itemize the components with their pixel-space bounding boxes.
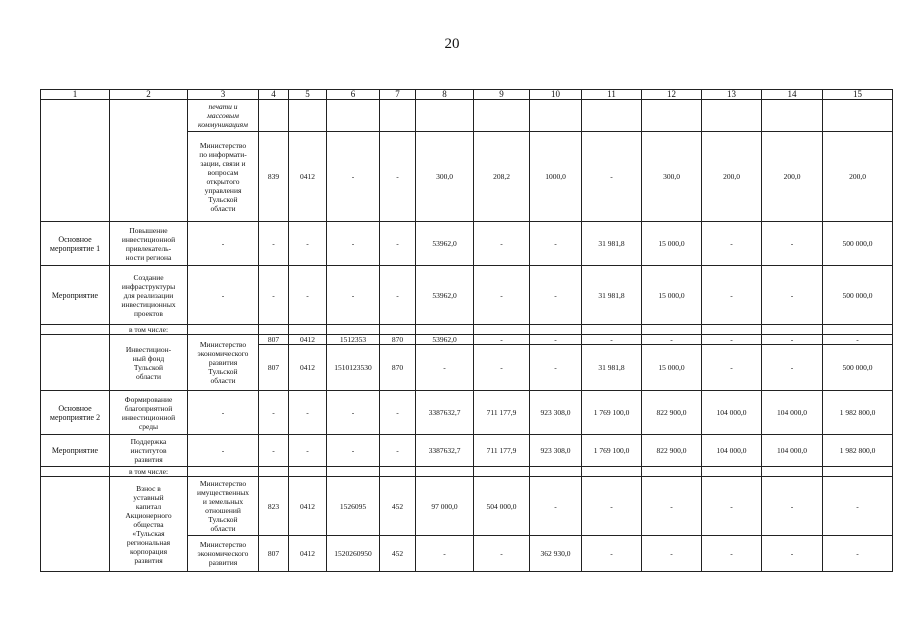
table-row: [41, 435, 893, 467]
value-cell: -: [259, 266, 289, 325]
table-cell: [327, 100, 380, 132]
header-row: [41, 90, 893, 100]
value-cell: -: [259, 222, 289, 266]
value-cell: -: [380, 435, 416, 467]
value-cell: 822 900,0: [642, 391, 702, 435]
table-cell: [474, 100, 530, 132]
table-cell: [380, 100, 416, 132]
value-cell: -: [474, 266, 530, 325]
value-cell: 504 000,0: [474, 477, 530, 536]
value-cell: 711 177,9: [474, 391, 530, 435]
value-cell: 200,0: [823, 132, 893, 222]
name-cell: Формирование благоприятной инвестиционной среды: [110, 391, 188, 435]
value-cell: 1512353: [327, 335, 380, 345]
value-cell: -: [762, 335, 823, 345]
value-cell: 1526095: [327, 477, 380, 536]
executor-cell: -: [188, 435, 259, 467]
table-cell: [702, 467, 762, 477]
value-cell: -: [702, 345, 762, 391]
table-cell: [823, 325, 893, 335]
table-cell: [110, 100, 188, 132]
value-cell: -: [416, 345, 474, 391]
value-cell: 870: [380, 335, 416, 345]
table-row: [41, 222, 893, 266]
value-cell: 822 900,0: [642, 435, 702, 467]
value-cell: -: [702, 222, 762, 266]
table-cell: [289, 325, 327, 335]
table-row: [41, 266, 893, 325]
table-cell: [642, 467, 702, 477]
value-cell: -: [327, 391, 380, 435]
status-cell: Мероприятие: [41, 266, 110, 325]
value-cell: -: [530, 345, 582, 391]
value-cell: 300,0: [642, 132, 702, 222]
executor-cell: печати и массовым коммуникациям: [188, 100, 259, 132]
table-cell: [289, 100, 327, 132]
value-cell: 53962,0: [416, 335, 474, 345]
value-cell: 807: [259, 335, 289, 345]
status-cell: Основное мероприятие 1: [41, 222, 110, 266]
value-cell: -: [762, 536, 823, 572]
value-cell: 104 000,0: [702, 435, 762, 467]
table-cell: [41, 132, 110, 222]
table-cell: [188, 325, 259, 335]
value-cell: 452: [380, 536, 416, 572]
value-cell: 53962,0: [416, 266, 474, 325]
value-cell: 1 769 100,0: [582, 435, 642, 467]
table-cell: [530, 467, 582, 477]
value-cell: 208,2: [474, 132, 530, 222]
value-cell: -: [474, 222, 530, 266]
value-cell: 807: [259, 536, 289, 572]
value-cell: 1 982 800,0: [823, 435, 893, 467]
value-cell: -: [530, 477, 582, 536]
table-cell: [259, 100, 289, 132]
table-cell: [642, 325, 702, 335]
value-cell: 839: [259, 132, 289, 222]
table-cell: [582, 100, 642, 132]
table-cell: [41, 325, 110, 335]
subtotal-label: в том числе:: [110, 467, 188, 477]
column-header: 12: [642, 90, 702, 100]
value-cell: -: [380, 266, 416, 325]
value-cell: -: [289, 266, 327, 325]
column-header: 7: [380, 90, 416, 100]
value-cell: -: [474, 335, 530, 345]
value-cell: -: [642, 536, 702, 572]
status-cell: Основное мероприятие 2: [41, 391, 110, 435]
value-cell: -: [762, 477, 823, 536]
table-cell: [259, 325, 289, 335]
name-cell: Поддержка институтов развития: [110, 435, 188, 467]
value-cell: 870: [380, 345, 416, 391]
executor-cell: Министерство экономического развития Тульской области: [188, 335, 259, 391]
value-cell: -: [642, 335, 702, 345]
value-cell: 300,0: [416, 132, 474, 222]
value-cell: -: [582, 132, 642, 222]
table-cell: [188, 467, 259, 477]
value-cell: 500 000,0: [823, 345, 893, 391]
executor-cell: -: [188, 266, 259, 325]
table-cell: [327, 467, 380, 477]
value-cell: 923 308,0: [530, 435, 582, 467]
table-cell: [582, 467, 642, 477]
status-cell: Мероприятие: [41, 435, 110, 467]
value-cell: -: [416, 536, 474, 572]
table-cell: [474, 325, 530, 335]
name-cell: Инвестицион- ный фонд Тульской области: [110, 335, 188, 391]
value-cell: 0412: [289, 335, 327, 345]
table-cell: [762, 467, 823, 477]
value-cell: -: [327, 266, 380, 325]
table-cell: [762, 325, 823, 335]
table-cell: [41, 467, 110, 477]
column-header: 8: [416, 90, 474, 100]
subtotal-label: в том числе:: [110, 325, 188, 335]
value-cell: 500 000,0: [823, 266, 893, 325]
value-cell: 362 930,0: [530, 536, 582, 572]
value-cell: 15 000,0: [642, 345, 702, 391]
value-cell: 104 000,0: [702, 391, 762, 435]
table-cell: [530, 325, 582, 335]
value-cell: 200,0: [762, 132, 823, 222]
table-cell: [474, 467, 530, 477]
value-cell: 104 000,0: [762, 391, 823, 435]
table-cell: [380, 467, 416, 477]
table-cell: [289, 467, 327, 477]
table-cell: [762, 100, 823, 132]
table-cell: [327, 325, 380, 335]
table-cell: [380, 325, 416, 335]
table-row: [41, 467, 893, 477]
value-cell: 0412: [289, 477, 327, 536]
name-cell: Повышение инвестиционной привлекатель- ности региона: [110, 222, 188, 266]
value-cell: -: [380, 222, 416, 266]
column-header: 11: [582, 90, 642, 100]
column-header: 3: [188, 90, 259, 100]
table-cell: [702, 325, 762, 335]
value-cell: -: [289, 435, 327, 467]
value-cell: 97 000,0: [416, 477, 474, 536]
value-cell: 31 981,8: [582, 266, 642, 325]
value-cell: 15 000,0: [642, 222, 702, 266]
table-row: [41, 391, 893, 435]
value-cell: -: [582, 477, 642, 536]
value-cell: 1000,0: [530, 132, 582, 222]
table-cell: [416, 325, 474, 335]
value-cell: -: [289, 222, 327, 266]
value-cell: -: [702, 536, 762, 572]
value-cell: 200,0: [702, 132, 762, 222]
value-cell: 500 000,0: [823, 222, 893, 266]
executor-cell: Министерство по информати- зации, связи и вопросам открытого управления Тульской области: [188, 132, 259, 222]
table-cell: [259, 467, 289, 477]
column-header: 9: [474, 90, 530, 100]
column-header: 10: [530, 90, 582, 100]
value-cell: 1510123530: [327, 345, 380, 391]
executor-cell: -: [188, 222, 259, 266]
value-cell: -: [762, 345, 823, 391]
value-cell: -: [530, 266, 582, 325]
table-cell: [823, 467, 893, 477]
page-number: 20: [444, 36, 460, 52]
value-cell: -: [823, 335, 893, 345]
value-cell: -: [380, 132, 416, 222]
value-cell: 452: [380, 477, 416, 536]
value-cell: 823: [259, 477, 289, 536]
value-cell: -: [582, 335, 642, 345]
value-cell: -: [474, 536, 530, 572]
value-cell: -: [642, 477, 702, 536]
column-header: 6: [327, 90, 380, 100]
column-header: 4: [259, 90, 289, 100]
table-cell: [582, 325, 642, 335]
column-header: 5: [289, 90, 327, 100]
value-cell: -: [259, 391, 289, 435]
value-cell: -: [582, 536, 642, 572]
value-cell: 3387632,7: [416, 391, 474, 435]
column-header: 13: [702, 90, 762, 100]
value-cell: -: [530, 222, 582, 266]
budget-table: [40, 89, 893, 572]
table-cell: [416, 100, 474, 132]
table-cell: [41, 100, 110, 132]
name-cell: Взнос в уставный капитал Акционерного общества «Тульская региональная корпорация развития: [110, 477, 188, 572]
table-cell: [41, 335, 110, 391]
table-cell: [416, 467, 474, 477]
table-cell: [110, 132, 188, 222]
value-cell: 923 308,0: [530, 391, 582, 435]
table-row: [41, 132, 893, 222]
name-cell: Создание инфраструктуры для реализации инвестиционных проектов: [110, 266, 188, 325]
value-cell: -: [380, 391, 416, 435]
value-cell: 104 000,0: [762, 435, 823, 467]
value-cell: 0412: [289, 536, 327, 572]
value-cell: -: [702, 477, 762, 536]
table-row: [41, 325, 893, 335]
value-cell: 1 769 100,0: [582, 391, 642, 435]
column-header: 14: [762, 90, 823, 100]
table-cell: [530, 100, 582, 132]
value-cell: 31 981,8: [582, 345, 642, 391]
value-cell: 807: [259, 345, 289, 391]
value-cell: -: [702, 266, 762, 325]
value-cell: -: [530, 335, 582, 345]
table-row: [41, 477, 893, 536]
value-cell: -: [762, 266, 823, 325]
value-cell: -: [259, 435, 289, 467]
column-header: 2: [110, 90, 188, 100]
value-cell: 1520260950: [327, 536, 380, 572]
value-cell: 15 000,0: [642, 266, 702, 325]
value-cell: 53962,0: [416, 222, 474, 266]
table-row: [41, 335, 893, 345]
table-row: [41, 100, 893, 132]
value-cell: -: [474, 345, 530, 391]
value-cell: 1 982 800,0: [823, 391, 893, 435]
executor-cell: Министерство экономического развития: [188, 536, 259, 572]
value-cell: 3387632,7: [416, 435, 474, 467]
column-header: 1: [41, 90, 110, 100]
executor-cell: -: [188, 391, 259, 435]
value-cell: -: [289, 391, 327, 435]
table-cell: [642, 100, 702, 132]
value-cell: 0412: [289, 132, 327, 222]
value-cell: -: [823, 477, 893, 536]
executor-cell: Министерство имущественных и земельных отношений Тульской области: [188, 477, 259, 536]
value-cell: 31 981,8: [582, 222, 642, 266]
value-cell: -: [327, 132, 380, 222]
value-cell: -: [702, 335, 762, 345]
table-cell: [702, 100, 762, 132]
value-cell: 711 177,9: [474, 435, 530, 467]
value-cell: -: [327, 222, 380, 266]
value-cell: -: [762, 222, 823, 266]
value-cell: -: [327, 435, 380, 467]
value-cell: 0412: [289, 345, 327, 391]
table-cell: [41, 477, 110, 572]
column-header: 15: [823, 90, 893, 100]
value-cell: -: [823, 536, 893, 572]
table-cell: [823, 100, 893, 132]
